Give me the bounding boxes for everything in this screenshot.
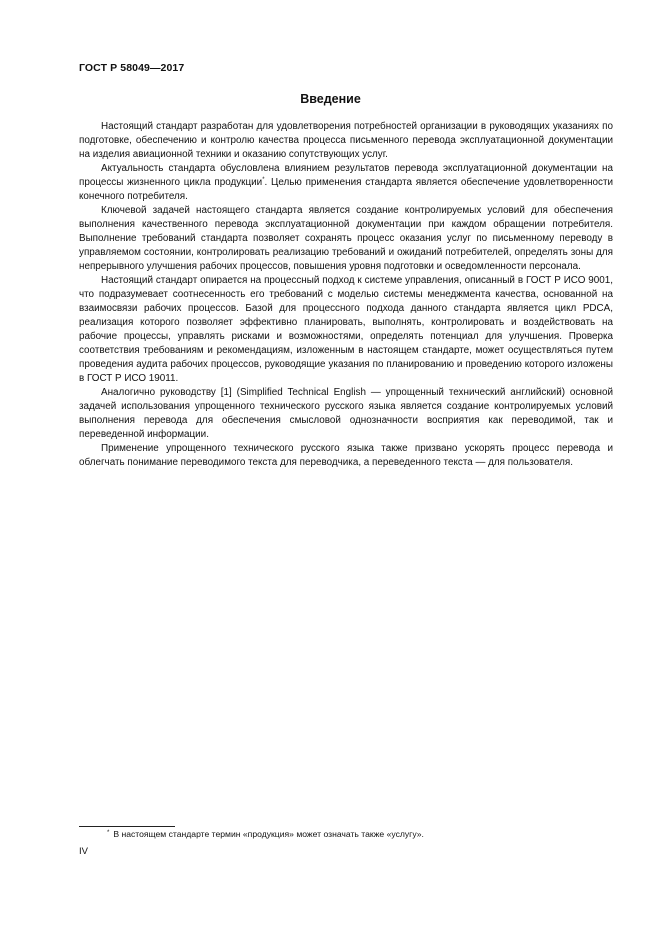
paragraph-5: Аналогично руководству [1] (Simplified Technical English — упрощенный технический английский) основной задачей использования упрощенного технического русского языка является создание контролируемых условий выполнения перевода для обеспечения смысловой однозначности восприятия как переводимой, так и переведенной информации.: [79, 387, 613, 440]
paragraph-4: Настоящий стандарт опирается на процессный подход к системе управления, описанный в ГОСТ Р ИСО 9001, что подразумевает соотнесенность его требований с моделью системы менеджмента качества, основанной на взаимосвязи рабочих процессов. Базой для процессного подхода данного стандарта является цикл PDCA, реализация которого позволяет эффективно планировать, выполнять, контролировать и воздействовать на рабочие процессы, управлять рисками и возможностями, определять потенциал для улучшения. Проверка соответствия требованиям и рекомендациям, изложенным в настоящем стандарте, может осуществляться путем проведения аудита рабочих процессов, руководящие указания по планированию и проведению которого изложены в ГОСТ Р ИСО 19011.: [79, 275, 613, 384]
page-number: IV: [79, 846, 88, 857]
section-title: Введение: [300, 92, 361, 106]
paragraph-2-text-end: . Целью применения стандарта является обеспечение удовлетворенности конечного потребителя.: [79, 177, 613, 202]
footnote-text: В настоящем стандарте термин «продукция» может означать также «услугу».: [113, 829, 424, 839]
paragraph-2-text-start: Актуальность стандарта обусловлена влиянием результатов перевода эксплуатационной документации на процессы жизненного цикла продукции: [79, 163, 613, 188]
paragraph-3: Ключевой задачей настоящего стандарта является создание контролируемых условий для обеспечения выполнения качественного перевода эксплуатационной документации при каждом обращении потребителя. Выполнение требований стандарта позволяет сохранять процесс оказания услуг по письменному переводу в управляемом состоянии, контролировать реализацию требований и ожиданий потребителей, определять зоны для непрерывного улучшения рабочих процессов, повышения уровня подготовки и осведомленности персонала.: [79, 205, 613, 272]
footnote-reference-mark[interactable]: *: [262, 177, 265, 183]
paragraph-6: Применение упрощенного технического русского языка также призвано ускорять процесс перевода и облегчать понимание переводимого текста для переводчика, а переведенного текста — для пользователя.: [79, 443, 613, 468]
footnote-mark: *: [107, 830, 110, 836]
footnote: [107, 829, 424, 840]
body-text: [79, 120, 613, 470]
footnote-divider: [79, 826, 175, 827]
paragraph-2: [79, 162, 613, 204]
document-id-header: ГОСТ Р 58049—2017: [79, 62, 185, 74]
paragraph-1: Настоящий стандарт разработан для удовлетворения потребностей организации в руководящих указаниях по подготовке, обеспечению и контролю качества процесса письменного перевода эксплуатационной документации на изделия авиационной техники и оказанию сопутствующих услуг.: [79, 121, 613, 160]
